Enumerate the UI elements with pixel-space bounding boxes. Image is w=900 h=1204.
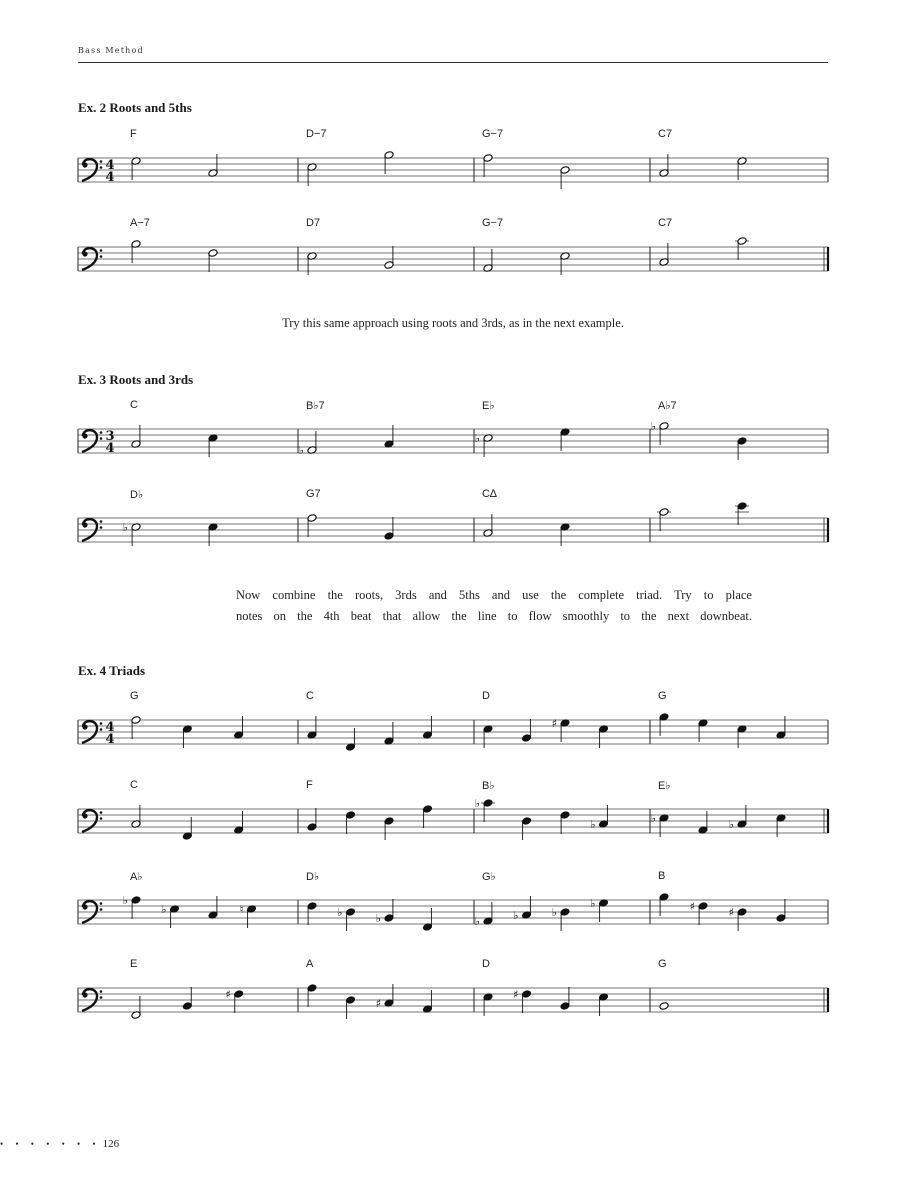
staff [0,498,900,558]
note [483,249,493,272]
note [307,808,317,831]
note [234,811,244,834]
note [208,523,218,546]
roots-3rds-intro: Try this same approach using roots and 3rds, as in the next example. [282,316,624,330]
time-signature-top: 4 [105,720,115,735]
note [521,817,531,840]
accidental: ♭ [337,906,343,919]
chord-symbol: D−7 [306,128,327,140]
example-4-title: Ex. 4 Triads [78,663,146,678]
chord-symbol: G [130,690,139,702]
note [776,814,786,837]
staff [0,227,900,287]
chord-symbol: B [658,870,666,882]
accidental: ♭ [474,432,480,445]
note [659,243,669,266]
note [560,252,570,275]
note [513,988,531,1013]
note [131,425,141,448]
accidental: ♭ [650,420,656,433]
example-2-title: Ex. 2 Roots and 5ths [78,100,192,115]
note [384,246,394,269]
accidental: ♯ [225,988,231,1001]
time-signature-bottom: 4 [105,170,115,185]
chord-symbol: C [306,690,314,702]
note [345,996,355,1019]
chord-symbol: E [130,958,138,970]
note [422,716,432,739]
chord-symbol: F [306,779,313,791]
chord-symbol: D [482,690,490,702]
note [776,899,786,922]
note [307,902,317,925]
note [182,987,192,1010]
note [657,508,671,531]
chord-symbol: A♭7 [658,400,677,412]
chord-symbol: D♭ [306,871,320,883]
accidental: ♭ [298,444,304,457]
note [737,157,747,180]
note [735,502,749,525]
note [560,523,570,546]
note [560,987,570,1010]
chord-symbol: D7 [306,217,321,229]
staff [0,880,900,940]
chord-symbol: E♭ [658,780,671,792]
header-rule [78,62,828,63]
chord-symbol: A♭ [130,871,143,883]
note [422,990,432,1013]
note [208,434,218,457]
note [690,900,708,925]
note [123,894,141,919]
note [307,716,317,739]
chord-symbol: B♭7 [306,400,325,412]
note [131,240,141,263]
chord-symbol: C [130,779,138,791]
note [737,725,747,748]
note [735,237,749,260]
chord-symbol: D♭ [130,489,144,501]
note [384,517,394,540]
accidental: ♭ [513,909,519,922]
note [560,166,570,189]
page-number: 126 [102,1138,120,1150]
accidental: ♭ [728,818,734,831]
note [483,993,493,1016]
accidental: ♭ [474,915,480,928]
accidental: ♭ [161,903,167,916]
accidental: ♭ [551,906,557,919]
triads-intro [236,585,752,627]
chord-symbol: A−7 [130,217,150,229]
note [483,514,493,537]
note [345,811,355,834]
example-3-title: Ex. 3 Roots and 3rds [78,372,194,387]
accidental: ♭ [474,797,480,810]
staff [0,968,900,1028]
page-footer [0,1138,119,1150]
note [131,157,141,180]
note [182,725,192,748]
note [307,514,317,537]
time-signature-bottom: 4 [105,732,115,747]
chord-symbol: G−7 [482,217,504,229]
triads-intro-line-1: Now combine the roots, 3rds and 5ths and use the complete triad. Try to place [236,588,752,602]
note [659,154,669,177]
note [208,896,218,919]
chord-symbol: G−7 [482,128,504,140]
chord-symbol: G7 [306,488,321,500]
accidental: ♭ [122,894,128,907]
note [560,811,570,834]
notehead [659,1002,669,1011]
note [345,728,355,751]
accidental: ♯ [513,988,519,1001]
time-signature-top: 3 [105,429,115,444]
chord-symbol: C∆ [482,488,497,500]
note [659,1002,669,1011]
note [552,906,570,931]
note [307,163,317,186]
chord-symbol: G [658,690,667,702]
accidental: ♯ [689,900,695,913]
note [737,437,747,460]
note [475,797,495,822]
note [208,154,218,177]
note [659,713,669,736]
note [307,252,317,275]
accidental: ♭ [375,912,381,925]
time-signature-top: 4 [105,158,115,173]
note [307,984,317,1007]
note [208,249,218,272]
note [225,988,243,1013]
triads-intro-line-2: notes on the 4th beat that allow the line to flow smoothly to the next downbeat. [236,609,752,623]
chord-symbol: G♭ [482,871,496,883]
note [598,725,608,748]
note [384,817,394,840]
accidental: ♭ [122,521,128,534]
accidental: ♭ [590,818,596,831]
note [131,716,141,739]
note [698,719,708,742]
chord-symbol: G [658,958,667,970]
page-dots: • • • • • • • [0,1139,101,1149]
chord-symbol: A [306,958,314,970]
time-signature-bottom: 4 [105,441,115,456]
staff [0,409,900,469]
note [483,725,493,748]
note [384,151,394,174]
staff [0,138,900,198]
staff [0,789,900,849]
note [560,428,570,451]
accidental: ♭ [590,897,596,910]
note [521,719,531,742]
note [422,805,432,828]
chord-symbol: E♭ [482,400,495,412]
note [598,993,608,1016]
note [659,893,669,916]
accidental: ♯ [551,717,557,730]
note [422,908,432,931]
note [131,996,141,1019]
note [698,811,708,834]
note [384,425,394,448]
accidental: ♯ [375,997,381,1010]
note [182,817,192,840]
chord-symbol: C7 [658,217,673,229]
note [234,716,244,739]
note [337,906,355,931]
chord-symbol: B♭ [482,780,495,792]
staff [0,700,900,760]
accidental: ♮ [239,903,244,916]
note [384,722,394,745]
chord-symbol: F [130,128,137,140]
chord-symbol: C [130,399,138,411]
running-head: Bass Method [78,46,144,55]
note [131,805,141,828]
note [729,906,747,931]
note [776,716,786,739]
accidental: ♭ [650,812,656,825]
chord-symbol: D [482,958,490,970]
note [483,154,493,177]
chord-symbol: C7 [658,128,673,140]
accidental: ♯ [728,906,734,919]
